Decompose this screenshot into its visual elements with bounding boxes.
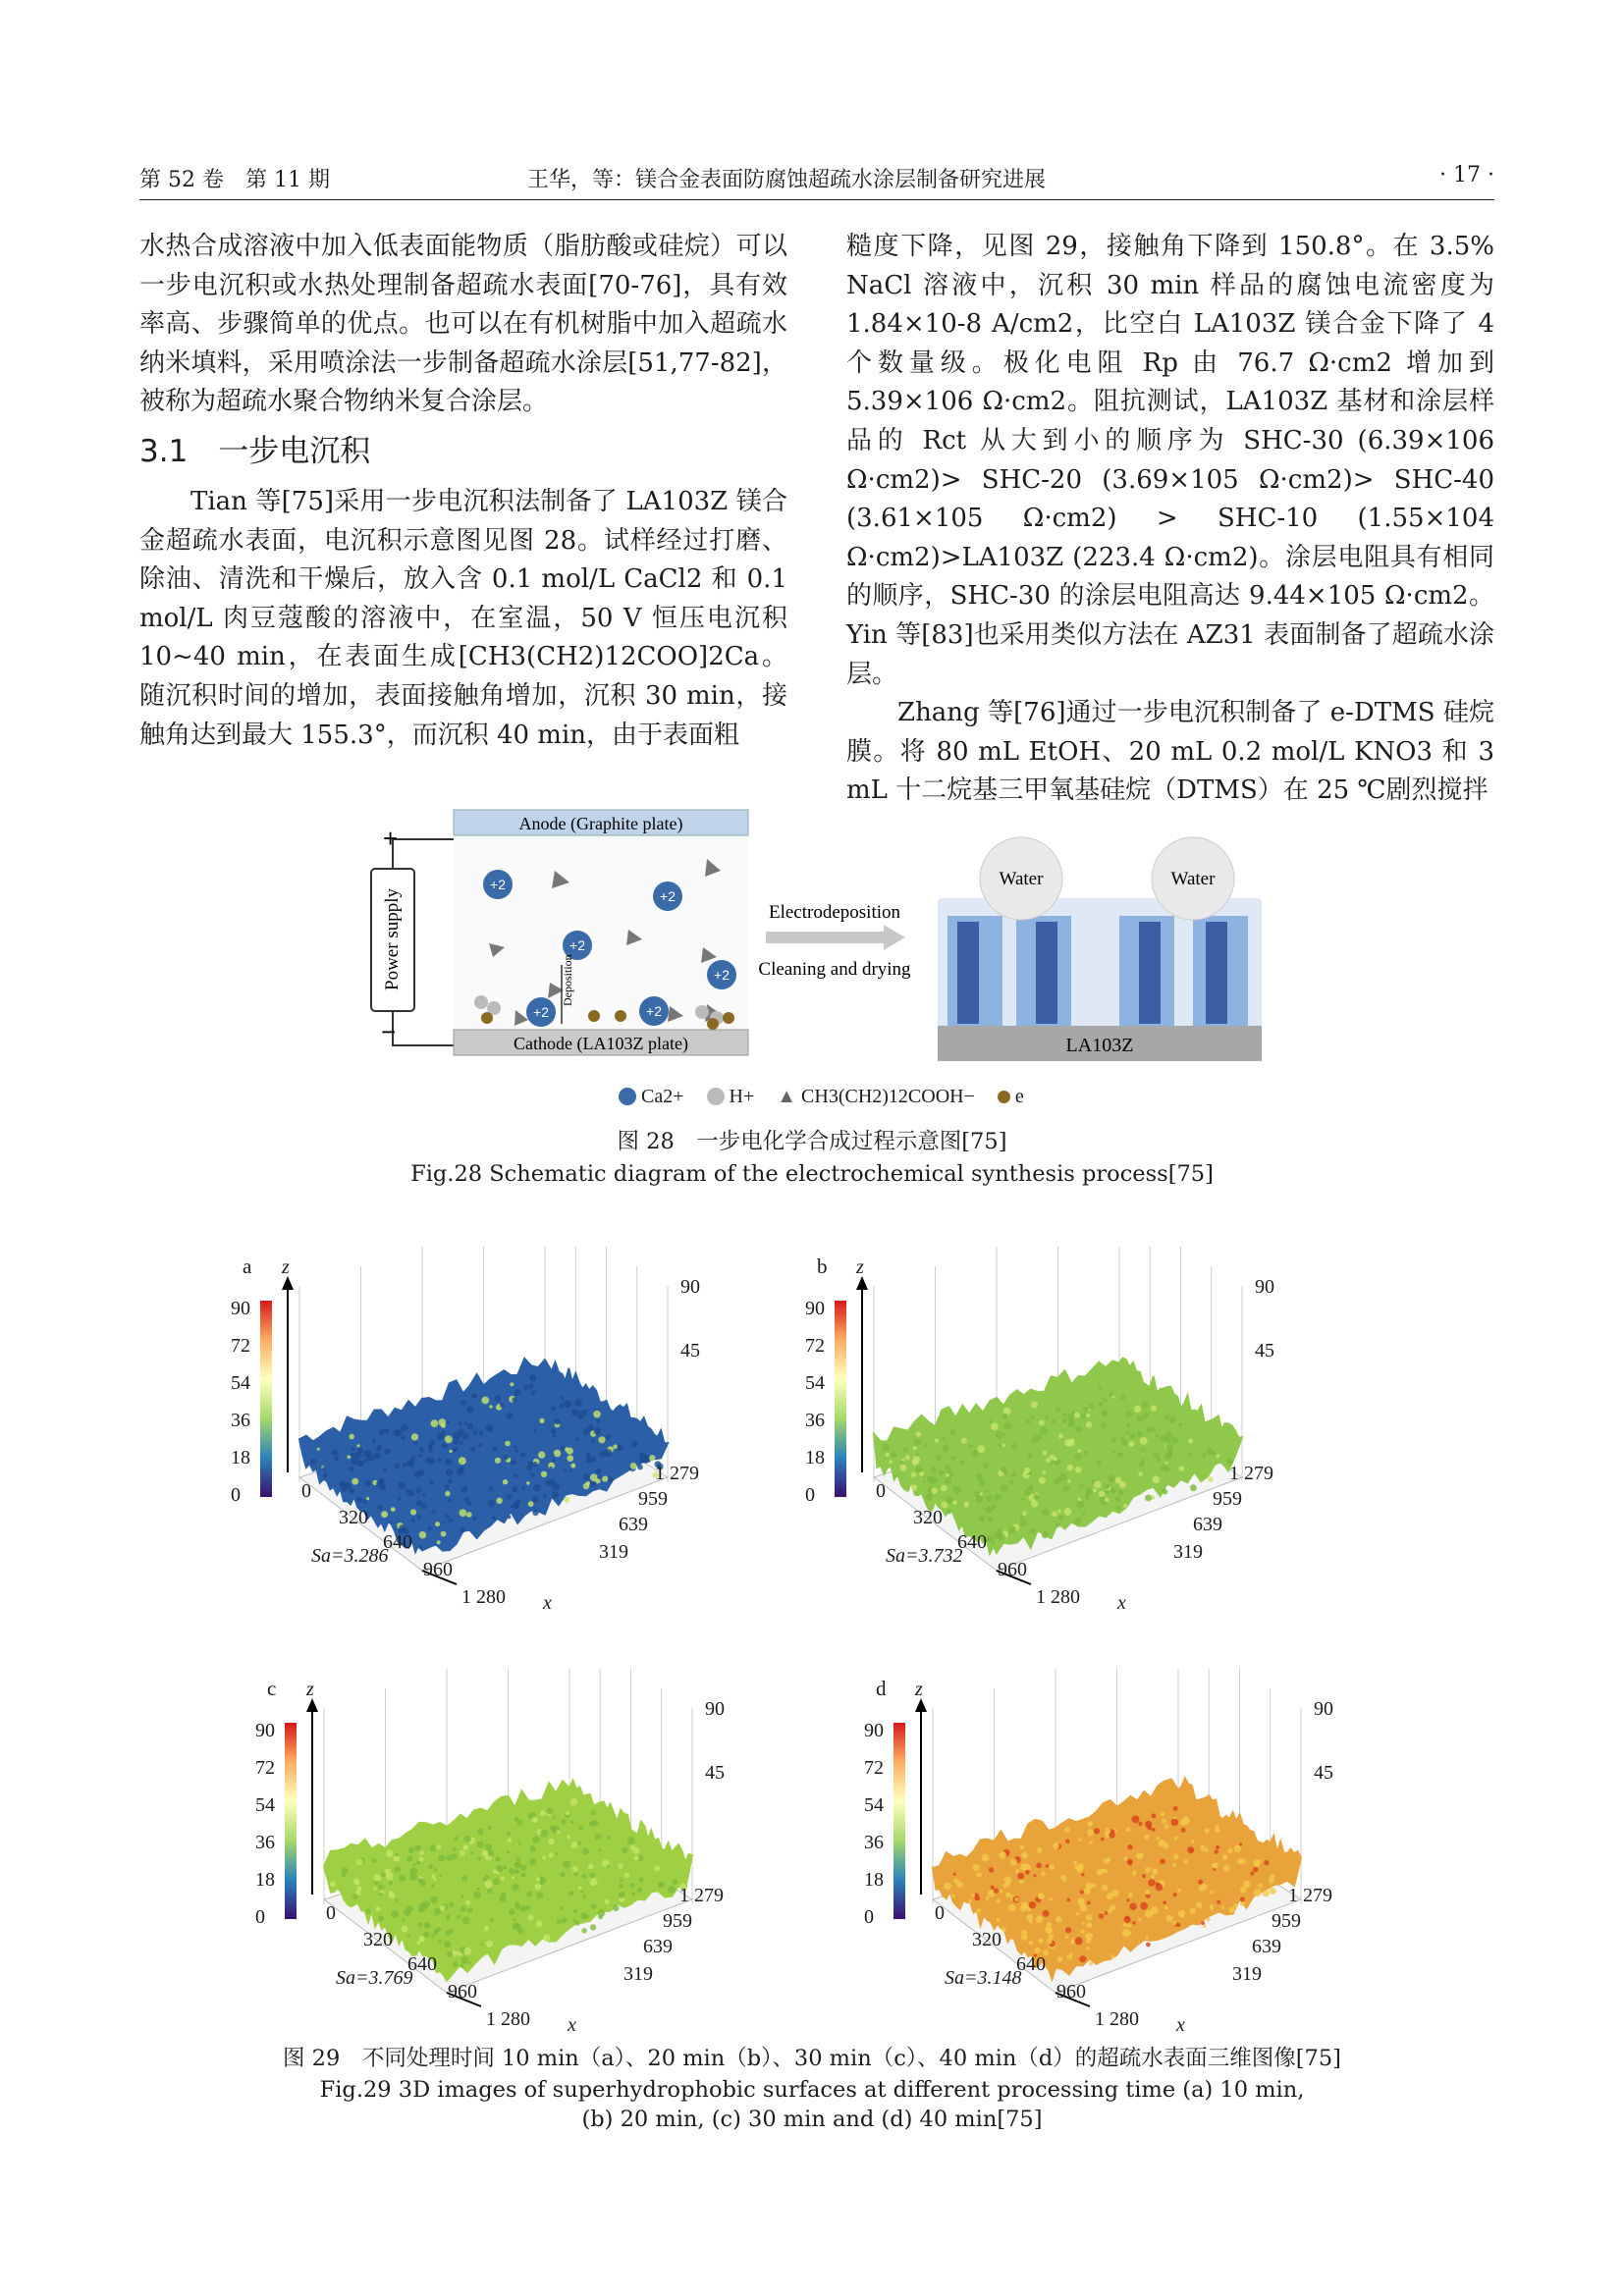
y-tick: 959: [1213, 1488, 1242, 1510]
z-tick-right: 90: [1314, 1698, 1333, 1720]
x-tick: 640: [383, 1531, 412, 1553]
arrow-top-label: Electrodeposition: [768, 902, 901, 923]
roughness-sa: Sa=3.286: [311, 1545, 389, 1567]
colorbar-tick: 36: [231, 1410, 250, 1431]
colorbar: [893, 1723, 905, 1919]
colorbar-tick: 90: [805, 1298, 825, 1319]
colorbar-tick: 72: [864, 1757, 884, 1779]
figure-28-caption-en: Fig.28 Schematic diagram of the electrochemical synthesis process[75]: [410, 1161, 1214, 1187]
figure-28-legend: [619, 1086, 1024, 1115]
y-tick: 1 279: [1229, 1463, 1273, 1484]
x-tick: 1 280: [1095, 2008, 1139, 2030]
colorbar-tick: 54: [231, 1372, 250, 1394]
colorbar-tick: 0: [805, 1484, 815, 1506]
y-tick: 959: [663, 1910, 692, 1932]
z-tick-right: 45: [680, 1340, 700, 1362]
figure-29-caption-en-2: (b) 20 min, (c) 30 min and (d) 40 min[75]: [581, 2107, 1043, 2132]
colorbar-tick: 90: [864, 1720, 884, 1741]
y-tick: 319: [599, 1541, 628, 1563]
y-tick: 1 279: [655, 1463, 699, 1484]
x-axis-label: x: [543, 1592, 552, 1614]
colorbar-tick: 90: [231, 1298, 250, 1319]
colorbar-tick: 72: [805, 1335, 825, 1357]
e-legend-icon: [998, 1091, 1010, 1103]
figure-29-caption-en-1: Fig.29 3D images of superhydrophobic surfaces at different processing time (a) 10 min,: [319, 2077, 1305, 2103]
colorbar-tick: 54: [255, 1794, 275, 1816]
panel-label: b: [817, 1255, 828, 1278]
cathode-label: Cathode (LA103Z plate): [514, 1034, 688, 1053]
colorbar-tick: 0: [864, 1906, 874, 1928]
x-axis-label: x: [1176, 2014, 1185, 2036]
x-tick: 0: [876, 1480, 886, 1502]
minus-sign: −: [381, 1017, 397, 1046]
substrate-label: LA103Z: [1065, 1035, 1134, 1056]
ca-ion-label: +2: [714, 967, 730, 983]
running-title: 王华，等：镁合金表面防腐蚀超疏水涂层制备研究进展: [527, 168, 1047, 192]
figure-29-panel-b: [805, 1247, 1355, 1629]
x-tick: 960: [423, 1559, 453, 1580]
x-tick: 320: [972, 1929, 1001, 1950]
colorbar: [835, 1301, 846, 1497]
colorbar-tick: 54: [805, 1372, 825, 1394]
page-number: · 17 ·: [1439, 163, 1494, 187]
z-axis-label: z: [856, 1256, 864, 1278]
y-tick: 1 279: [679, 1885, 724, 1906]
figure-28-schematic: [363, 800, 1267, 1104]
left-paragraph-1: 水热合成溶液中加入低表面能物质（脂肪酸或硅烷）可以一步电沉积或水热处理制备超疏水表面[70-76]，具有效率高、步骤简单的优点。也可以在有机树脂中加入超疏水纳米填料，采用喷涂法一步制备超疏水涂层[51,77-82]，被称为超疏水聚合物纳米复合涂层。: [139, 232, 787, 417]
h-legend-icon: [707, 1088, 725, 1105]
right-column: [846, 228, 1494, 811]
figure-28-caption-cn: 图 28 一步电化学合成过程示意图[75]: [617, 1129, 1007, 1154]
x-tick: 960: [1056, 1981, 1086, 2002]
x-axis-label: x: [568, 2014, 576, 2036]
running-header: [139, 157, 1494, 198]
x-tick: 1 280: [1036, 1586, 1080, 1608]
colorbar-tick: 54: [864, 1794, 884, 1816]
panel-label: c: [267, 1677, 277, 1700]
y-tick: 1 279: [1288, 1885, 1332, 1906]
volume-issue: 第 52 卷 第 11 期: [139, 168, 330, 192]
x-tick: 320: [339, 1507, 368, 1528]
y-tick: 319: [1173, 1541, 1203, 1563]
colorbar: [285, 1723, 297, 1919]
y-tick: 639: [619, 1514, 648, 1535]
z-axis-label: z: [282, 1256, 290, 1278]
x-tick: 1 280: [461, 1586, 506, 1608]
z-axis-label: z: [306, 1679, 314, 1700]
y-tick: 639: [1193, 1514, 1222, 1535]
z-tick-right: 45: [705, 1762, 725, 1784]
z-tick-right: 90: [705, 1698, 725, 1720]
colorbar-tick: 0: [231, 1484, 241, 1506]
roughness-sa: Sa=3.732: [886, 1545, 963, 1567]
panel-label: d: [876, 1677, 887, 1700]
colorbar-tick: 72: [231, 1335, 250, 1357]
x-tick: 0: [301, 1480, 311, 1502]
right-paragraph-1: 糙度下降，见图 29，接触角下降到 150.8°。在 3.5% NaCl 溶液中，沉积 30 min 样品的腐蚀电流密度为 1.84×10-8 A/cm2，比空白 LA103Z 镁合金下降了 4 个数量级。极化电阻 Rp 由 76.7 Ω·cm2 增加到 5.39×106 Ω·cm2。阻抗测试，LA103Z 基材和涂层样品的 Rct 从大到小的顺序为 SHC-30 (6.39×106 Ω·cm2)> SHC-20 (3.69×105 Ω·cm2)> SHC-40 (3.61×105 Ω·cm2) > SHC-10 (1.55×104 Ω·cm2)>LA103Z (223.4 Ω·cm2)。涂层电阻具有相同的顺序，SHC-30 的涂层电阻高达 9.44×105 Ω·cm2。Yin 等[83]也采用类似方法在 AZ31 表面制备了超疏水涂层。: [846, 232, 1494, 689]
section-title: 3.1 一步电沉积: [139, 433, 371, 469]
colorbar-tick: 18: [805, 1447, 825, 1468]
header-rule: [139, 199, 1494, 200]
roughness-sa: Sa=3.769: [336, 1967, 413, 1989]
colorbar-tick: 0: [255, 1906, 265, 1928]
arrow-bottom-label: Cleaning and drying: [758, 959, 911, 980]
colorbar-tick: 90: [255, 1720, 275, 1741]
anode-label: Anode (Graphite plate): [518, 814, 683, 833]
x-tick: 0: [326, 1902, 336, 1924]
y-tick: 319: [1232, 1963, 1262, 1985]
y-tick: 639: [643, 1936, 673, 1957]
x-tick: 960: [448, 1981, 477, 2002]
deposition-label: Deposition: [561, 954, 574, 1006]
x-tick: 960: [998, 1559, 1027, 1580]
legend-ca: Ca2+: [641, 1086, 684, 1107]
surface-plot-svg: [231, 1247, 781, 1629]
colorbar-tick: 18: [231, 1447, 250, 1468]
legend-h: H+: [729, 1086, 755, 1107]
z-axis-label: z: [915, 1679, 923, 1700]
y-tick: 959: [1272, 1910, 1301, 1932]
acid-legend-icon: ▲: [777, 1086, 797, 1107]
ca-ion-label: +2: [569, 937, 585, 953]
legend-acid: CH3(CH2)12COOH−: [801, 1086, 975, 1107]
plus-sign: +: [383, 824, 399, 853]
x-axis-label: x: [1117, 1592, 1126, 1614]
ca-legend-icon: [619, 1088, 636, 1105]
colorbar-tick: 72: [255, 1757, 275, 1779]
colorbar-tick: 18: [864, 1869, 884, 1891]
ca-ion-label: +2: [660, 888, 676, 904]
surface-plot-svg: [255, 1669, 805, 2052]
y-tick: 959: [638, 1488, 668, 1510]
z-tick-right: 45: [1314, 1762, 1333, 1784]
figure-29-panel-d: [864, 1669, 1414, 2052]
colorbar-tick: 18: [255, 1869, 275, 1891]
water-label: Water: [999, 869, 1044, 889]
legend-e: e: [1014, 1086, 1024, 1107]
x-tick: 640: [957, 1531, 987, 1553]
z-tick-right: 90: [680, 1276, 700, 1298]
y-tick: 639: [1252, 1936, 1281, 1957]
colorbar-tick: 36: [255, 1832, 275, 1853]
x-tick: 320: [913, 1507, 943, 1528]
colorbar-tick: 36: [805, 1410, 825, 1431]
roughness-sa: Sa=3.148: [945, 1967, 1022, 1989]
figure-29-panel-c: [255, 1669, 805, 2052]
figure-29-panel-a: [231, 1247, 781, 1629]
ca-ion-label: +2: [490, 877, 506, 892]
z-tick-right: 45: [1255, 1340, 1274, 1362]
ca-ion-label: +2: [646, 1003, 662, 1019]
power-supply-label: Power supply: [382, 888, 403, 990]
x-tick: 1 280: [486, 2008, 530, 2030]
y-tick: 319: [623, 1963, 653, 1985]
figure-29-caption-cn: 图 29 不同处理时间 10 min（a）、20 min（b）、30 min（c）、40 min（d）的超疏水表面三维图像[75]: [283, 2046, 1341, 2071]
water-label: Water: [1170, 869, 1216, 889]
colorbar: [260, 1301, 272, 1497]
z-tick-right: 90: [1255, 1276, 1274, 1298]
x-tick: 640: [1016, 1953, 1046, 1975]
left-column: [139, 228, 787, 755]
surface-plot-svg: [805, 1247, 1355, 1629]
process-arrow: [766, 925, 905, 950]
colorbar-tick: 36: [864, 1832, 884, 1853]
surface-plot-svg: [864, 1669, 1414, 2052]
ca-ion-label: +2: [533, 1004, 549, 1020]
left-paragraph-2: Tian 等[75]采用一步电沉积法制备了 LA103Z 镁合金超疏水表面，电沉积示意图见图 28。试样经过打磨、除油、清洗和干燥后，放入含 0.1 mol/L CaCl2 和 0.1 mol/L 肉豆蔻酸的溶液中，在室温，50 V 恒压电沉积 10~40 min，在表面生成[CH3(CH2)12COO]2Ca。随沉积时间的增加，表面接触角增加，沉积 30 min，接触角达到最大 155.3°，而沉积 40 min，由于表面粗: [139, 486, 787, 750]
x-tick: 640: [407, 1953, 437, 1975]
x-tick: 320: [363, 1929, 393, 1950]
right-paragraph-2: Zhang 等[76]通过一步电沉积制备了 e-DTMS 硅烷膜。将 80 mL EtOH、20 mL 0.2 mol/L KNO3 和 3 mL 十二烷基三甲氧基硅烷（DTMS）在 25 ℃剧烈搅拌: [846, 698, 1494, 806]
x-tick: 0: [935, 1902, 945, 1924]
panel-label: a: [243, 1255, 252, 1278]
